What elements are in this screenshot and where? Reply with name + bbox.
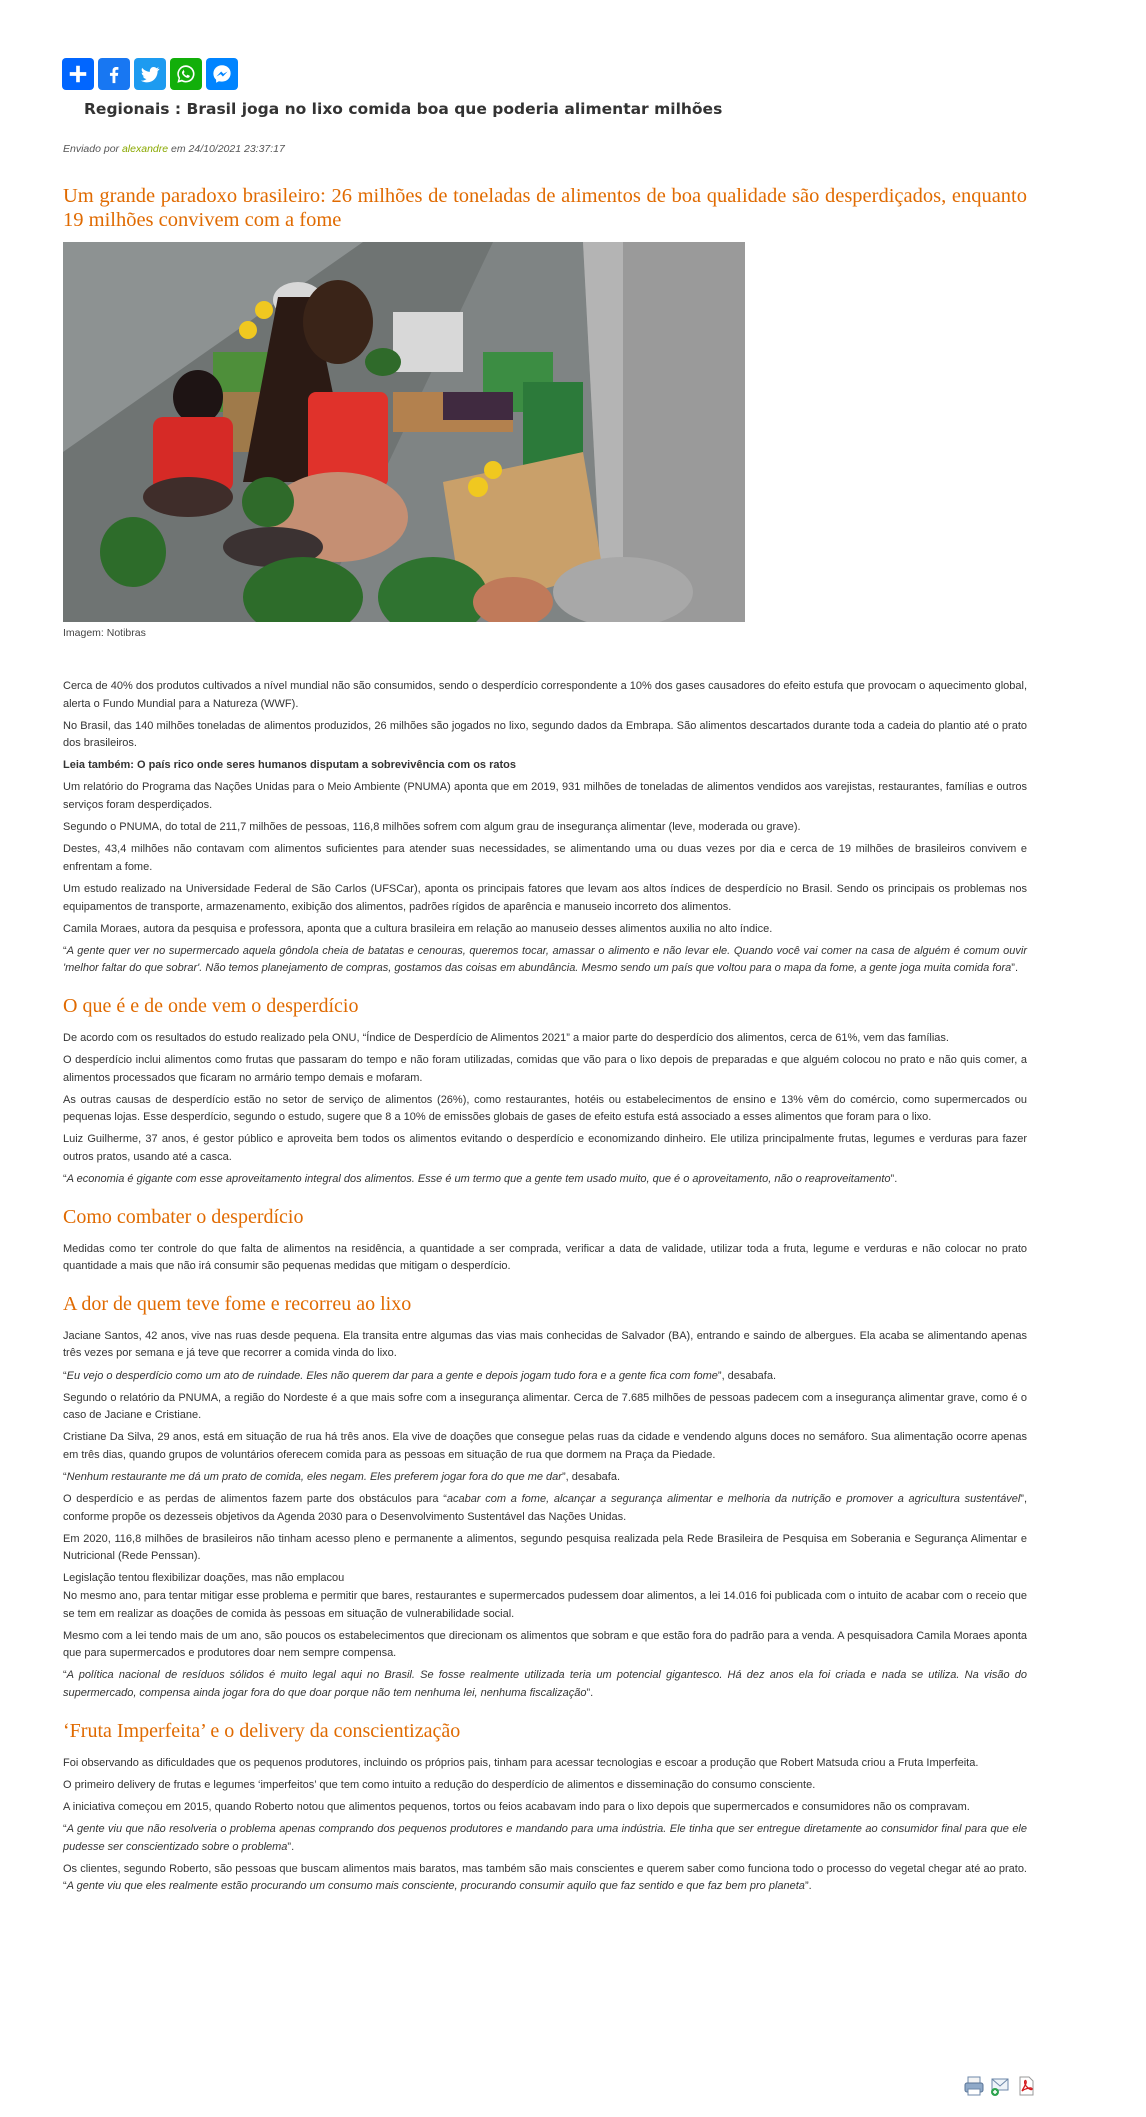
news-headline: Regionais : Brasil joga no lixo comida boa que poderia alimentar milhões	[84, 100, 723, 118]
email-button[interactable]	[989, 2075, 1011, 2097]
paragraph: Segundo o relatório da PNUMA, a região do Nordeste é a que mais sofre com a insegurança alimentar. Cerca de 7.685 milhões de pessoas padecem com a insegurança alimentar grave, como é o caso de Jaciane e Cristiane.	[63, 1391, 1027, 1422]
facebook-icon	[103, 63, 125, 85]
quote: “Eu vejo o desperdício como um ato de ruindade. Eles não querem dar para a gente e depois jogam tudo fora e a gente fica com fome”, desabafa.	[63, 1369, 776, 1382]
share-messenger-button[interactable]	[206, 58, 238, 90]
share-whatsapp-button[interactable]	[170, 58, 202, 90]
quote: “A política nacional de resíduos sólidos é muito legal aqui no Brasil. Se fosse realmente utilizada teria um potencial gigantesco. Há dez anos ela foi criada e nada se utiliza. Na visão do supermercado, compensa ainda jogar fora do que doar porque não tem nenhuma lei, nenhuma fiscalização”.	[63, 1669, 1027, 1700]
paragraph: Os clientes, segundo Roberto, são pessoas que buscam alimentos mais baratos, mas também são mais conscientes e querem saber como funciona todo o processo do vegetal chegar até ao prato. “A gente viu que eles realmente estão procurando um consumo mais consciente, procurando consumir aquilo que faz sentido e que faz bem pro planeta”.	[63, 1862, 1027, 1893]
article-tools	[963, 2075, 1037, 2097]
post-meta	[63, 143, 285, 155]
paragraph: Cerca de 40% dos produtos cultivados a nível mundial não são consumidos, sendo o desperdício correspondente a 10% dos gases causadores do efeito estufa que provocam o aquecimento global, alerta o Fundo Mundial para a Natureza (WWF).	[63, 680, 1027, 710]
article-body	[63, 678, 1027, 1896]
paragraph: Foi observando as dificuldades que os pequenos produtores, incluindo os próprios pais, tinham para acessar tecnologias e escoar a produção que Robert Matsuda criou a Fruta Imperfeita.	[63, 1756, 979, 1769]
image-caption: Imagem: Notibras	[63, 627, 146, 639]
paragraph: Segundo o PNUMA, do total de 211,7 milhões de pessoas, 116,8 milhões sofrem com algum grau de insegurança alimentar (leve, moderada ou grave).	[63, 821, 801, 834]
photo-illustration	[63, 242, 745, 622]
messenger-icon	[211, 63, 233, 85]
article-title: Um grande paradoxo brasileiro: 26 milhões de toneladas de alimentos de boa qualidade são desperdiçados, enquanto 19 milhões convivem com a fome	[63, 185, 1027, 231]
whatsapp-icon	[175, 63, 197, 85]
section-heading: Como combater o desperdício	[63, 1205, 304, 1228]
paragraph: O desperdício inclui alimentos como frutas que passaram do tempo e não foram utilizadas, comidas que vão para o lixo depois de preparadas e que alguém colocou no prato e não quis comer, a alimentos processados que ficaram no armário tempo demais e mofaram.	[63, 1054, 1027, 1084]
pdf-button[interactable]	[1015, 2075, 1037, 2097]
article	[63, 184, 1027, 1900]
quote: “A economia é gigante com esse aproveitamento integral dos alimentos. Esse é um termo que a gente tem usado muito, que é o aproveitamento, não o reaproveitamento”.	[63, 1173, 898, 1186]
section-heading: ‘Fruta Imperfeita’ e o delivery da conscientização	[63, 1719, 461, 1742]
paragraph: Luiz Guilherme, 37 anos, é gestor público e aproveita bem todos os alimentos evitando o desperdício e economizando dinheiro. Ele utiliza principalmente frutas, legumes e verduras para fazer outros pratos, usando até a casca.	[63, 1133, 1027, 1163]
article-photo	[63, 242, 745, 622]
share-bar	[62, 58, 238, 90]
paragraph: Um estudo realizado na Universidade Federal de São Carlos (UFSCar), aponta os principais fatores que levam aos altos índices de desperdício no Brasil. Sendo os principais os problemas nos equipamentos de transporte, armazenamento, exibição dos alimentos, padrões rígidos de aparência e manuseio incorreto dos alimentos.	[63, 882, 1027, 913]
paragraph: De acordo com os resultados do estudo realizado pela ONU, “Índice de Desperdício de Alimentos 2021” a maior parte do desperdício dos alimentos, cerca de 61%, vem das famílias.	[63, 1031, 949, 1044]
paragraph: Medidas como ter controle do que falta de alimentos na residência, a quantidade a ser comprada, verificar a data de validade, utilizar toda a fruta, legume e verduras e não colocar no prato quantidade a mais que não irá consumir são pequenas medidas que mitigam o desperdício.	[63, 1242, 1027, 1273]
share-twitter-button[interactable]	[134, 58, 166, 90]
paragraph: Destes, 43,4 milhões não contavam com alimentos suficientes para atender suas necessidades, se alimentando uma ou duas vezes por dia e cerca de 19 milhões de brasileiros convivem e enfrentam a fome.	[63, 843, 1027, 873]
share-plus-button[interactable]	[62, 58, 94, 90]
paragraph: Em 2020, 116,8 milhões de brasileiros não tinham acesso pleno e permanente a alimentos, segundo pesquisa realizada pela Rede Brasileira de Pesquisa em Soberania e Segurança Alimentar e Nutricional (Rede Penssan).	[63, 1532, 1027, 1563]
paragraph: A iniciativa começou em 2015, quando Roberto notou que alimentos pequenos, tortos ou feios acabavam indo para o lixo depois que supermercados e consumidores não os compravam.	[63, 1800, 970, 1813]
quote: “Nenhum restaurante me dá um prato de comida, eles negam. Eles preferem jogar fora do que me dar”, desabafa.	[63, 1471, 621, 1483]
paragraph: Camila Moraes, autora da pesquisa e professora, aponta que a cultura brasileira em relação ao manuseio desses alimentos auxilia no alto índice.	[63, 922, 773, 935]
plus-icon	[67, 63, 89, 85]
share-facebook-button[interactable]	[98, 58, 130, 90]
twitter-icon	[139, 63, 161, 85]
paragraph: No mesmo ano, para tentar mitigar esse problema e permitir que bares, restaurantes e supermercados pudessem doar alimentos, a lei 14.016 foi publicada com o intuito de acabar com o receio que se tem em realizar as doações de comida às pessoas em situação de vulnerabilidade social.	[63, 1590, 1027, 1620]
print-button[interactable]	[963, 2075, 985, 2097]
paragraph: No Brasil, das 140 milhões toneladas de alimentos produzidos, 26 milhões são jogados no lixo, segundo dados da Embrapa. São alimentos descartados durante toda a cadeia do plantio até o prato dos brasileiros.	[63, 719, 1027, 750]
paragraph: Jaciane Santos, 42 anos, vive nas ruas desde pequena. Ela transita entre algumas das vias mais conhecidas de Salvador (BA), entrando e saindo de albergues. Ela acaba se alimentando apenas três vezes por semana e já teve que recorrer a comida vinda do lixo.	[63, 1329, 1027, 1360]
section-heading: O que é e de onde vem o desperdício	[63, 994, 359, 1017]
paragraph: As outras causas de desperdício estão no setor de serviço de alimentos (26%), como restaurantes, hotéis ou estabelecimentos de ensino e 13% vêm do comércio, como supermercados ou pequenas lojas. Esse desperdício, segundo o estudo, sugere que 8 a 10% de emissões globais de gases de efeito estufa está associado a esses alimentos que foram para o lixo.	[63, 1093, 1027, 1124]
paragraph: Mesmo com a lei tendo mais de um ano, são poucos os estabelecimentos que direcionam os alimentos que sobram e que estão fora do padrão para a venda. A pesquisadora Camila Moraes aponta que para supermercados e produtores doar nem sempre compensa.	[63, 1629, 1027, 1660]
paragraph: Um relatório do Programa das Nações Unidas para o Meio Ambiente (PNUMA) aponta que em 2019, 931 milhões de toneladas de alimentos vendidos aos varejistas, restaurantes, famílias e outros serviços foram desperdiçados.	[63, 781, 1027, 812]
post-date: em 24/10/2021 23:37:17	[171, 143, 285, 155]
paragraph: O desperdício e as perdas de alimentos fazem parte dos obstáculos para “acabar com a fome, alcançar a segurança alimentar e melhoria da nutrição e promover a agricultura sustentável”, conforme propõe os dezesseis objetivos da Agenda 2030 para o Desenvolvimento Sustentável das Nações Unidas.	[63, 1493, 1028, 1523]
section-heading: A dor de quem teve fome e recorreu ao lixo	[63, 1292, 412, 1315]
author-link[interactable]: alexandre	[121, 143, 169, 155]
pdf-icon	[1015, 2075, 1037, 2097]
quote: “A gente quer ver no supermercado aquela gôndola cheia de batatas e cenouras, queremos tocar, amassar o alimento e não levar ele. Quando você vai comer na casa de alguém é comum ouvir 'melhor faltar do que sobrar'. Não temos planejamento de compras, gostamos das coisas em abundância. Mesmo sendo um país que voltou para o mapa da fome, a gente joga muita comida fora”.	[63, 944, 1027, 975]
paragraph: Legislação tentou flexibilizar doações, mas não emplacou	[63, 1572, 345, 1585]
read-also-link[interactable]: Leia também: O país rico onde seres humanos disputam a sobrevivência com os ratos	[63, 759, 516, 772]
paragraph: O primeiro delivery de frutas e legumes ‘imperfeitos’ que tem como intuito a redução do desperdício de alimentos e disseminação do consumo consciente.	[63, 1778, 816, 1791]
print-icon	[963, 2075, 985, 2097]
quote: “A gente viu que não resolveria o problema apenas comprando dos pequenos produtores e mandando para uma indústria. Ele tinha que ser entregue diretamente ao consumidor final para que ele pudesse ser conscientizado sobre o problema”.	[63, 1822, 1027, 1853]
email-icon	[989, 2075, 1011, 2097]
sent-by-label: Enviado por	[63, 143, 120, 155]
paragraph: Cristiane Da Silva, 29 anos, está em situação de rua há três anos. Ela vive de doações que consegue pelas ruas da cidade e vendendo alguns doces no semáforo. Sua alimentação ocorre apenas em três dias, quando grupos de voluntários oferecem comida para as pessoas em situação de rua que dormem na Praça da Piedade.	[63, 1431, 1027, 1461]
